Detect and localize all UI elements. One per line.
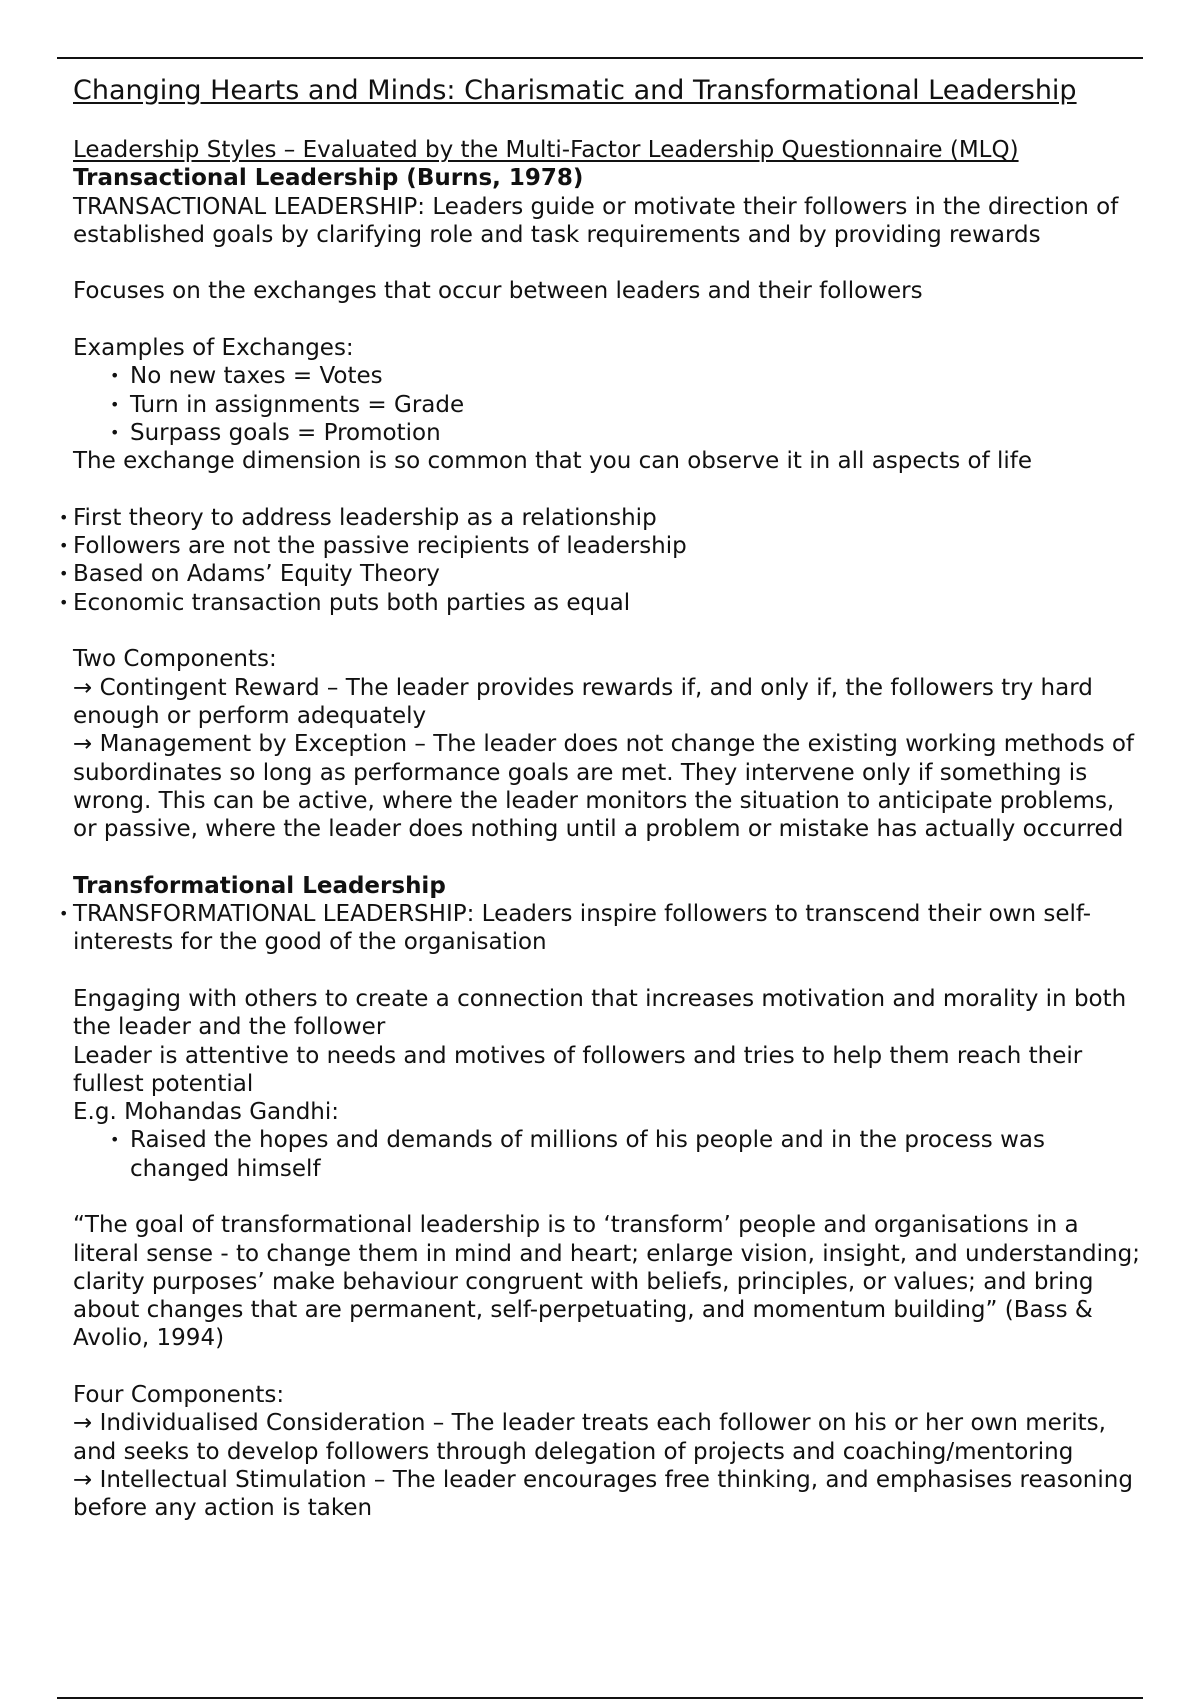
component-intellectual-stimulation: → Intellectual Stimulation – The leader encourages free thinking, and emphasises reasoning before any action is taken [73,1466,1133,1522]
two-components-label: Two Components: [73,646,277,673]
section-subtitle [73,136,1143,164]
four-components-label: Four Components: [73,1382,285,1409]
component-management-by-exception: → Management by Exception – The leader does not change the existing working methods of subordinates so long as performance goals are met. They intervene only if something is wrong. This can be active, where the leader monitors the situation to anticipate problems, or passive, where the leader does nothing until a problem or mistake has actually occurred [73,731,1135,843]
bass-avolio-quote: “The goal of transformational leadership is to ‘transform’ people and organisations in a literal sense - to change them in mind and heart; enlarge vision, insight, and understanding; clarity purposes’ make behaviour congruent with beliefs, principles, or values; and bring about changes that are permanent, self-perpetuating, and momentum building” (Bass & Avolio, 1994) [73,1212,1140,1352]
page-title: Changing Hearts and Minds: Charismatic and Transformational Leadership [73,75,1077,106]
list-item: • Turn in assignments = Grade [130,391,1143,419]
transformational-definition-list [73,900,1143,957]
transactional-heading: Transactional Leadership (Burns, 1978) [73,165,584,192]
exchange-note: The exchange dimension is so common that you can observe it in all aspects of life [73,448,1033,475]
transformational-definition: • TRANSFORMATIONAL LEADERSHIP: Leaders inspire followers to transcend their own self-interests for the good of the organisation [73,900,1143,957]
list-item: • Economic transaction puts both parties as equal [73,589,1143,617]
gandhi-list [73,1126,1143,1183]
examples-list [73,362,1143,447]
component-contingent-reward: → Contingent Reward – The leader provides rewards if, and only if, the followers try hard enough or perform adequately [73,674,1093,729]
transactional-definition: TRANSACTIONAL LEADERSHIP: Leaders guide or motivate their followers in the direction of established goals by clarifying role and task requirements and by providing rewards [73,193,1119,248]
gandhi-label: E.g. Mohandas Gandhi: [73,1099,340,1126]
list-item: • Followers are not the passive recipients of leadership [73,532,1143,560]
transactional-points [73,504,1143,617]
transactional-focus: Focuses on the exchanges that occur between leaders and their followers [73,278,923,305]
list-item: • Based on Adams’ Equity Theory [73,560,1143,588]
attentive-text: Leader is attentive to needs and motives of followers and tries to help them reach their fullest potential [73,1042,1083,1097]
component-individualised-consideration: → Individualised Consideration – The leader treats each follower on his or her own merits, and seeks to develop followers through delegation of projects and coaching/mentoring [73,1410,1106,1465]
examples-label: Examples of Exchanges: [73,335,354,362]
document-page [73,71,1143,1523]
list-item: • Surpass goals = Promotion [130,419,1143,447]
list-item: • First theory to address leadership as a relationship [73,504,1143,532]
list-item: • Raised the hopes and demands of millions of his people and in the process was changed himself [130,1126,1143,1183]
engaging-text: Engaging with others to create a connection that increases motivation and morality in both the leader and the follower [73,985,1127,1041]
subtitle-text: Leadership Styles – Evaluated by the Multi-Factor Leadership Questionnaire (MLQ) [73,137,1019,163]
transformational-heading: Transformational Leadership [73,872,446,899]
list-item: • No new taxes = Votes [130,362,1143,390]
top-rule [57,57,1143,59]
bottom-rule [57,1697,1143,1699]
